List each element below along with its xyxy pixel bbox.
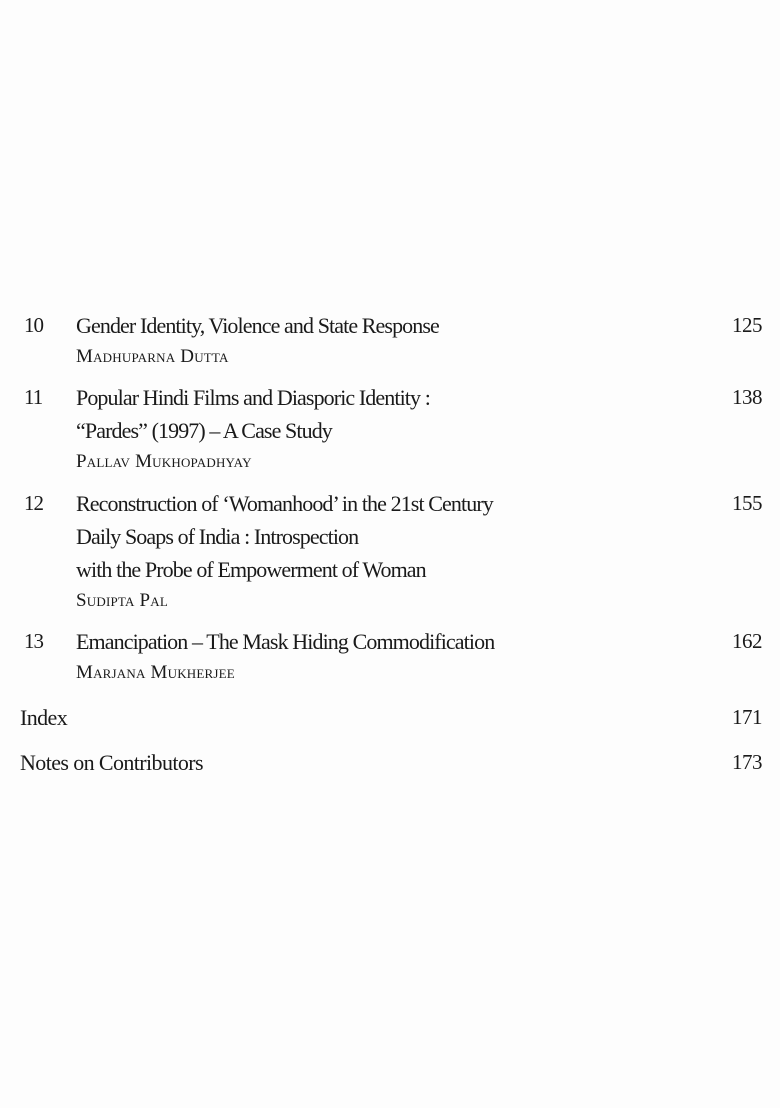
page-number: 171 (732, 705, 762, 729)
chapter-number: 10 (24, 313, 43, 337)
chapter-title: Daily Soaps of India : Introspection (76, 524, 359, 549)
back-matter-title: Notes on Contributors (20, 750, 203, 775)
chapter-author: Marjana Mukherjee (76, 662, 235, 683)
chapter-number: 13 (24, 629, 43, 653)
chapter-title: Popular Hindi Films and Diasporic Identity : (76, 385, 430, 410)
chapter-number: 12 (24, 491, 43, 515)
chapter-title: Reconstruction of ‘Womanhood’ in the 21st Century (76, 491, 493, 516)
page-number: 173 (732, 750, 762, 774)
back-matter-title: Index (20, 705, 68, 730)
page-number: 162 (732, 629, 762, 653)
page-number: 138 (732, 385, 762, 409)
chapter-author: Pallav Mukhopadhyay (76, 451, 252, 472)
chapter-title: “Pardes” (1997) – A Case Study (76, 418, 332, 443)
page-number: 155 (732, 491, 762, 515)
chapter-number: 11 (24, 385, 43, 409)
page-number: 125 (732, 313, 762, 337)
chapter-title: Gender Identity, Violence and State Response (76, 313, 439, 338)
chapter-author: Madhuparna Dutta (76, 346, 229, 367)
chapter-title: Emancipation – The Mask Hiding Commodification (76, 629, 495, 654)
chapter-author: Sudipta Pal (76, 590, 169, 611)
chapter-title: with the Probe of Empowerment of Woman (76, 557, 426, 582)
